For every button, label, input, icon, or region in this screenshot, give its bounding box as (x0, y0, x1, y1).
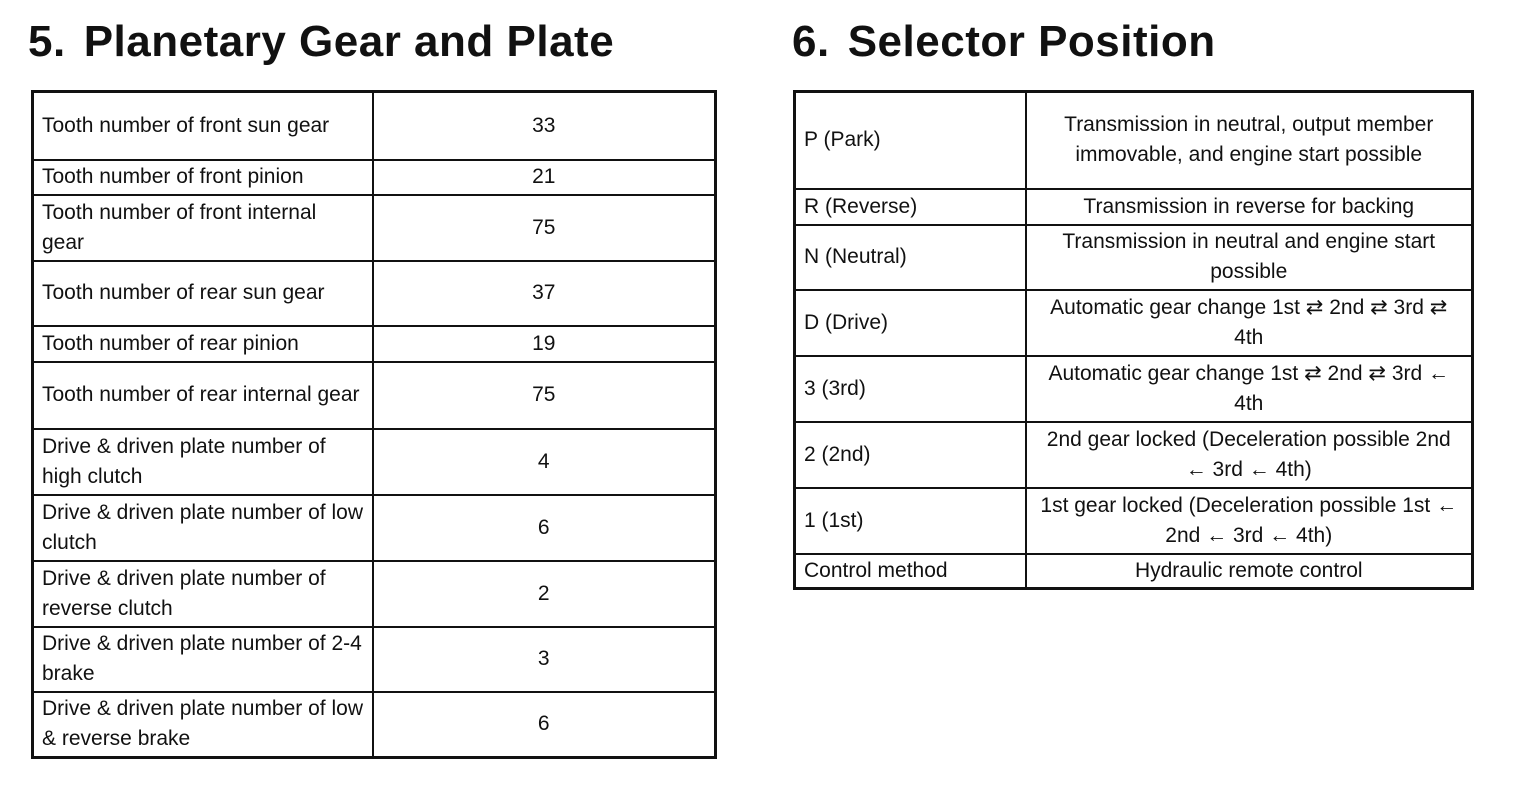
planetary-gear-table (31, 90, 717, 759)
selector-position-cell: P (Park) (795, 92, 1026, 189)
section-5-title: Planetary Gear and Plate (83, 17, 615, 66)
table-row (33, 627, 716, 692)
selector-position-cell: 3 (3rd) (795, 356, 1026, 422)
table-row (33, 692, 716, 758)
table-row (33, 362, 716, 429)
spec-value-cell: 37 (373, 261, 716, 326)
selector-description-cell: Transmission in reverse for backing (1026, 189, 1473, 225)
spec-item-cell: Drive & driven plate number of high clutch (33, 429, 373, 495)
spec-item-cell: Tooth number of rear internal gear (33, 362, 373, 429)
table-row (33, 326, 716, 362)
spec-value-cell: 75 (373, 195, 716, 261)
table-row (795, 422, 1473, 488)
selector-description-cell: Automatic gear change 1st ⇄ 2nd ⇄ 3rd ⇄ 4th (1026, 290, 1473, 356)
selector-description-cell: Automatic gear change 1st ⇄ 2nd ⇄ 3rd ← 4th (1026, 356, 1473, 422)
spec-value-cell: 33 (373, 92, 716, 160)
table-row (33, 561, 716, 627)
table-row (33, 195, 716, 261)
table-row (795, 92, 1473, 189)
table-row (795, 189, 1473, 225)
spec-value-cell: 19 (373, 326, 716, 362)
selector-description-cell: Transmission in neutral and engine start possible (1026, 225, 1473, 290)
selector-position-cell: 2 (2nd) (795, 422, 1026, 488)
spec-item-cell: Drive & driven plate number of low clutch (33, 495, 373, 561)
table-row (795, 290, 1473, 356)
table-row (795, 356, 1473, 422)
section-6-heading (792, 14, 1216, 70)
table-row (795, 225, 1473, 290)
selector-position-cell: D (Drive) (795, 290, 1026, 356)
selector-description-cell: 1st gear locked (Deceleration possible 1st ← 2nd ← 3rd ← 4th) (1026, 488, 1473, 554)
spec-item-cell: Tooth number of front internal gear (33, 195, 373, 261)
spec-item-cell: Tooth number of front pinion (33, 160, 373, 195)
selector-description-cell: Hydraulic remote control (1026, 554, 1473, 589)
spec-item-cell: Tooth number of rear pinion (33, 326, 373, 362)
table-row (33, 160, 716, 195)
section-5-heading (28, 14, 614, 70)
table-row (33, 92, 716, 160)
section-6-title: Selector Position (847, 17, 1216, 66)
table-row (33, 495, 716, 561)
spec-value-cell: 6 (373, 495, 716, 561)
spec-item-cell: Drive & driven plate number of 2-4 brake (33, 627, 373, 692)
spec-value-cell: 21 (373, 160, 716, 195)
spec-item-cell: Drive & driven plate number of low & reverse brake (33, 692, 373, 758)
selector-description-cell: 2nd gear locked (Deceleration possible 2nd ← 3rd ← 4th) (1026, 422, 1473, 488)
spec-value-cell: 75 (373, 362, 716, 429)
table-row (33, 261, 716, 326)
section-6-number: 6. (792, 17, 830, 66)
selector-position-cell: N (Neutral) (795, 225, 1026, 290)
table-row (795, 488, 1473, 554)
selector-position-cell: 1 (1st) (795, 488, 1026, 554)
table-row (795, 554, 1473, 589)
selector-position-table (793, 90, 1474, 590)
spec-value-cell: 6 (373, 692, 716, 758)
spec-value-cell: 3 (373, 627, 716, 692)
table-row (33, 429, 716, 495)
spec-item-cell: Drive & driven plate number of reverse clutch (33, 561, 373, 627)
section-5-number: 5. (28, 17, 66, 66)
selector-position-cell: Control method (795, 554, 1026, 589)
selector-position-cell: R (Reverse) (795, 189, 1026, 225)
spec-item-cell: Tooth number of front sun gear (33, 92, 373, 160)
selector-description-cell: Transmission in neutral, output member immovable, and engine start possible (1026, 92, 1473, 189)
spec-value-cell: 4 (373, 429, 716, 495)
spec-item-cell: Tooth number of rear sun gear (33, 261, 373, 326)
spec-value-cell: 2 (373, 561, 716, 627)
